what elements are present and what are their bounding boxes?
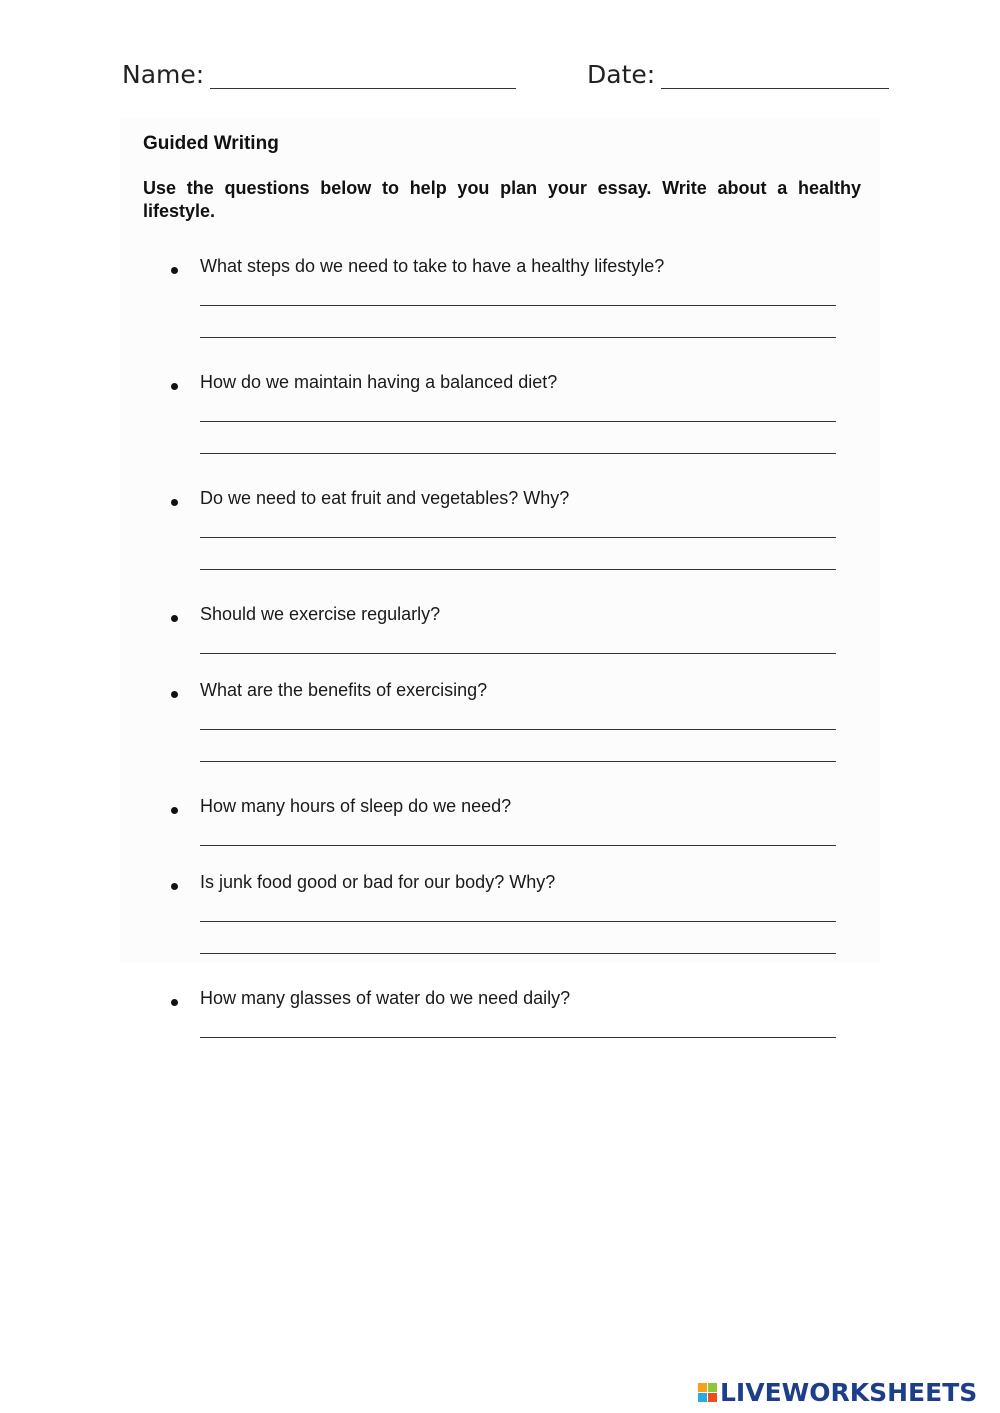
bullet-icon	[171, 267, 178, 274]
answer-line[interactable]	[200, 305, 836, 306]
answer-line[interactable]	[200, 537, 836, 538]
question-text: Do we need to eat fruit and vegetables? Why?	[200, 488, 570, 508]
answer-line[interactable]	[200, 569, 836, 570]
answer-line[interactable]	[200, 337, 836, 338]
logo-tile	[708, 1383, 717, 1392]
liveworksheets-brand	[698, 1378, 977, 1407]
name-label: Name:	[122, 60, 205, 89]
question-text: How many hours of sleep do we need?	[200, 796, 512, 816]
worksheet-instructions: Use the questions below to help you plan your essay. Write about a healthy lifestyle.	[143, 178, 861, 221]
name-field	[122, 60, 516, 89]
name-blank[interactable]	[210, 61, 516, 89]
bullet-icon	[171, 615, 178, 622]
answer-line[interactable]	[200, 921, 836, 922]
liveworksheets-logo-icon	[698, 1383, 717, 1402]
date-field	[587, 60, 889, 89]
question-text: How many glasses of water do we need daily?	[200, 988, 571, 1008]
answer-line[interactable]	[200, 845, 836, 846]
bullet-icon	[171, 499, 178, 506]
question-text: How do we maintain having a balanced diet?	[200, 372, 558, 392]
worksheet-title: Guided Writing	[143, 133, 279, 154]
answer-line[interactable]	[200, 953, 836, 954]
question-text: What steps do we need to take to have a healthy lifestyle?	[200, 256, 665, 276]
bullet-icon	[171, 691, 178, 698]
bullet-icon	[171, 999, 178, 1006]
date-blank[interactable]	[661, 61, 889, 89]
question-text: Is junk food good or bad for our body? Why?	[200, 872, 556, 892]
bullet-icon	[171, 383, 178, 390]
logo-tile	[698, 1393, 707, 1402]
question-text: What are the benefits of exercising?	[200, 680, 488, 700]
answer-line[interactable]	[200, 453, 836, 454]
bullet-icon	[171, 883, 178, 890]
answer-line[interactable]	[200, 1037, 836, 1038]
answer-line[interactable]	[200, 421, 836, 422]
answer-line[interactable]	[200, 653, 836, 654]
brand-text: LIVEWORKSHEETS	[720, 1378, 978, 1407]
bullet-icon	[171, 807, 178, 814]
answer-line[interactable]	[200, 761, 836, 762]
answer-line[interactable]	[200, 729, 836, 730]
logo-tile	[698, 1383, 707, 1392]
date-label: Date:	[587, 60, 656, 89]
logo-tile	[708, 1393, 717, 1402]
worksheet-scan	[120, 118, 880, 963]
question-text: Should we exercise regularly?	[200, 604, 441, 624]
